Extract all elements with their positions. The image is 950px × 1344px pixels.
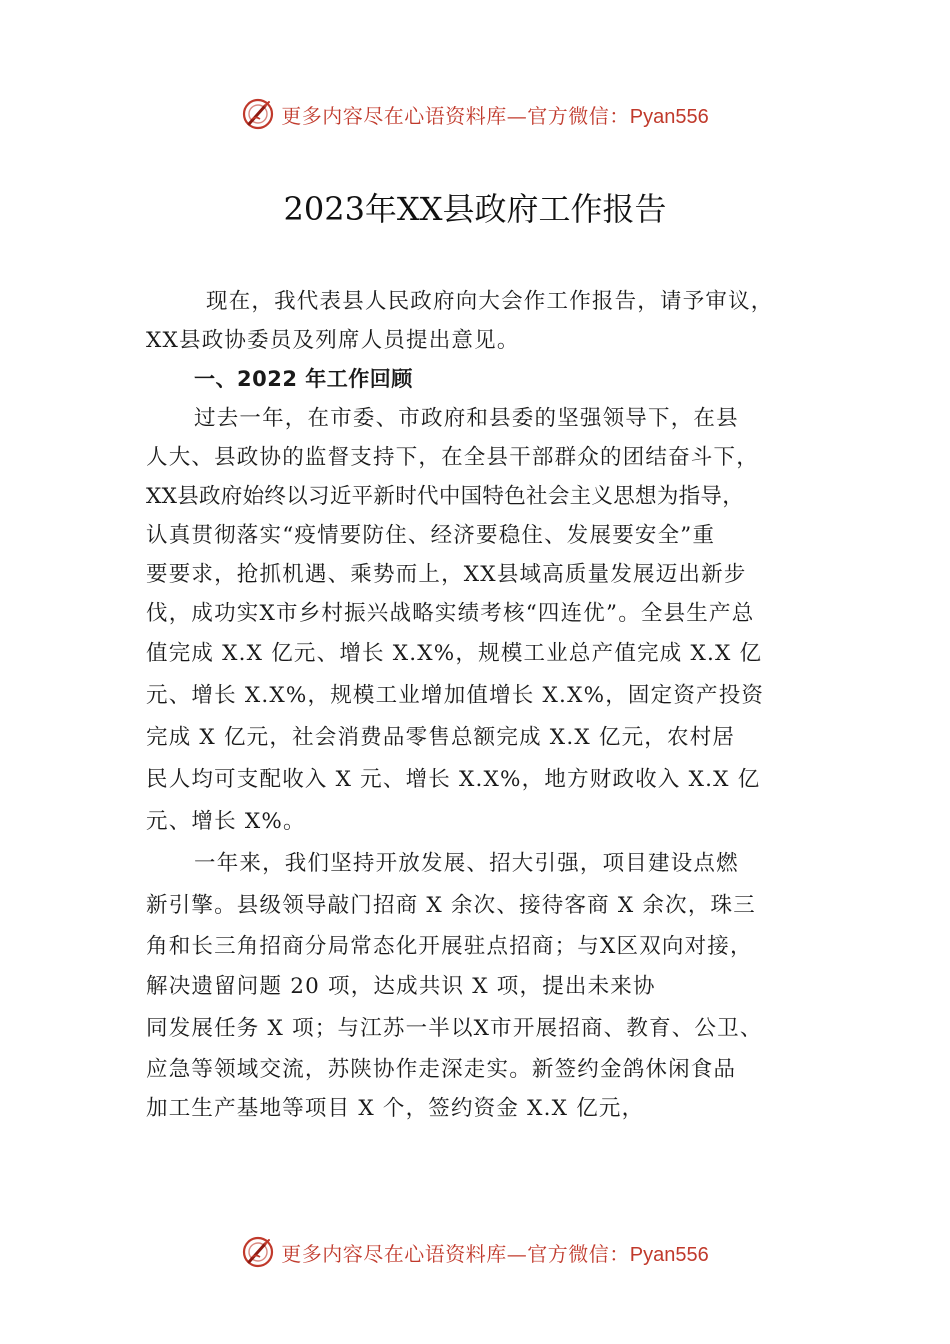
brush-logo-icon	[241, 97, 275, 131]
wechat-id: Pyan556	[629, 1243, 709, 1266]
text-line: 元、增长 X.X%，规模工业增加值增长 X.X%，固定资产投资	[146, 683, 765, 708]
section-heading: 一、2022 年工作回顾	[194, 367, 413, 391]
text-line: 人大、县政协的监督支持下，在全县干部群众的团结奋斗下，	[146, 445, 759, 470]
text-line: 解决遗留问题 20 项，达成共识 X 项，提出未来协	[146, 974, 656, 999]
banner-content	[241, 97, 708, 131]
text-line: 现在，我代表县人民政府向大会作工作报告，请予审议，	[206, 289, 774, 314]
text-line: 认真贯彻落实“疫情要防住、经济要稳住、发展要安全”重	[146, 523, 716, 548]
banner-text: 更多内容尽在心语资料库—官方微信：Pyan556	[281, 103, 709, 128]
text-line: 值完成 X.X 亿元、增长 X.X%，规模工业总产值完成 X.X 亿	[146, 641, 763, 666]
text-line: 过去一年，在市委、市政府和县委的坚强领导下，在县	[194, 406, 739, 431]
text-line: 同发展任务 X 项；与江苏一半以X市开展招商、教育、公卫、	[146, 1016, 763, 1041]
footer-banner	[0, 1232, 950, 1272]
banner-content	[241, 1235, 708, 1269]
text-line: 民人均可支配收入 X 元、增长 X.X%，地方财政收入 X.X 亿	[146, 767, 761, 792]
text-line: 角和长三角招商分局常态化开展驻点招商；与X区双向对接，	[146, 934, 753, 959]
wechat-id: Pyan556	[629, 105, 709, 128]
document-title: 2023年XX县政府工作报告	[283, 190, 667, 228]
banner-text: 更多内容尽在心语资料库—官方微信：Pyan556	[281, 1241, 709, 1266]
text-line: 要要求，抢抓机遇、乘势而上，XX县域高质量发展迈出新步	[146, 562, 747, 587]
text-line: XX县政协委员及列席人员提出意见。	[146, 328, 520, 353]
text-line: 加工生产基地等项目 X 个，签约资金 X.X 亿元，	[146, 1096, 645, 1121]
text-line: 应急等领域交流，苏陕协作走深走实。新签约金鸽休闲食品	[146, 1057, 737, 1082]
header-banner	[0, 94, 950, 134]
text-line: 完成 X 亿元，社会消费品零售总额完成 X.X 亿元，农村居	[146, 725, 736, 750]
brush-logo-icon	[241, 1235, 275, 1269]
text-line: 伐，成功实X市乡村振兴战略实绩考核“四连优”。全县生产总	[146, 601, 755, 626]
text-line: 元、增长 X%。	[146, 809, 306, 834]
text-line: XX县政府始终以习近平新时代中国特色社会主义思想为指导，	[146, 484, 745, 509]
text-line: 新引擎。县级领导敲门招商 X 余次、接待客商 X 余次，珠三	[146, 893, 756, 918]
document-body	[146, 282, 826, 1128]
text-line: 一年来，我们坚持开放发展、招大引强，项目建设点燃	[194, 851, 739, 876]
